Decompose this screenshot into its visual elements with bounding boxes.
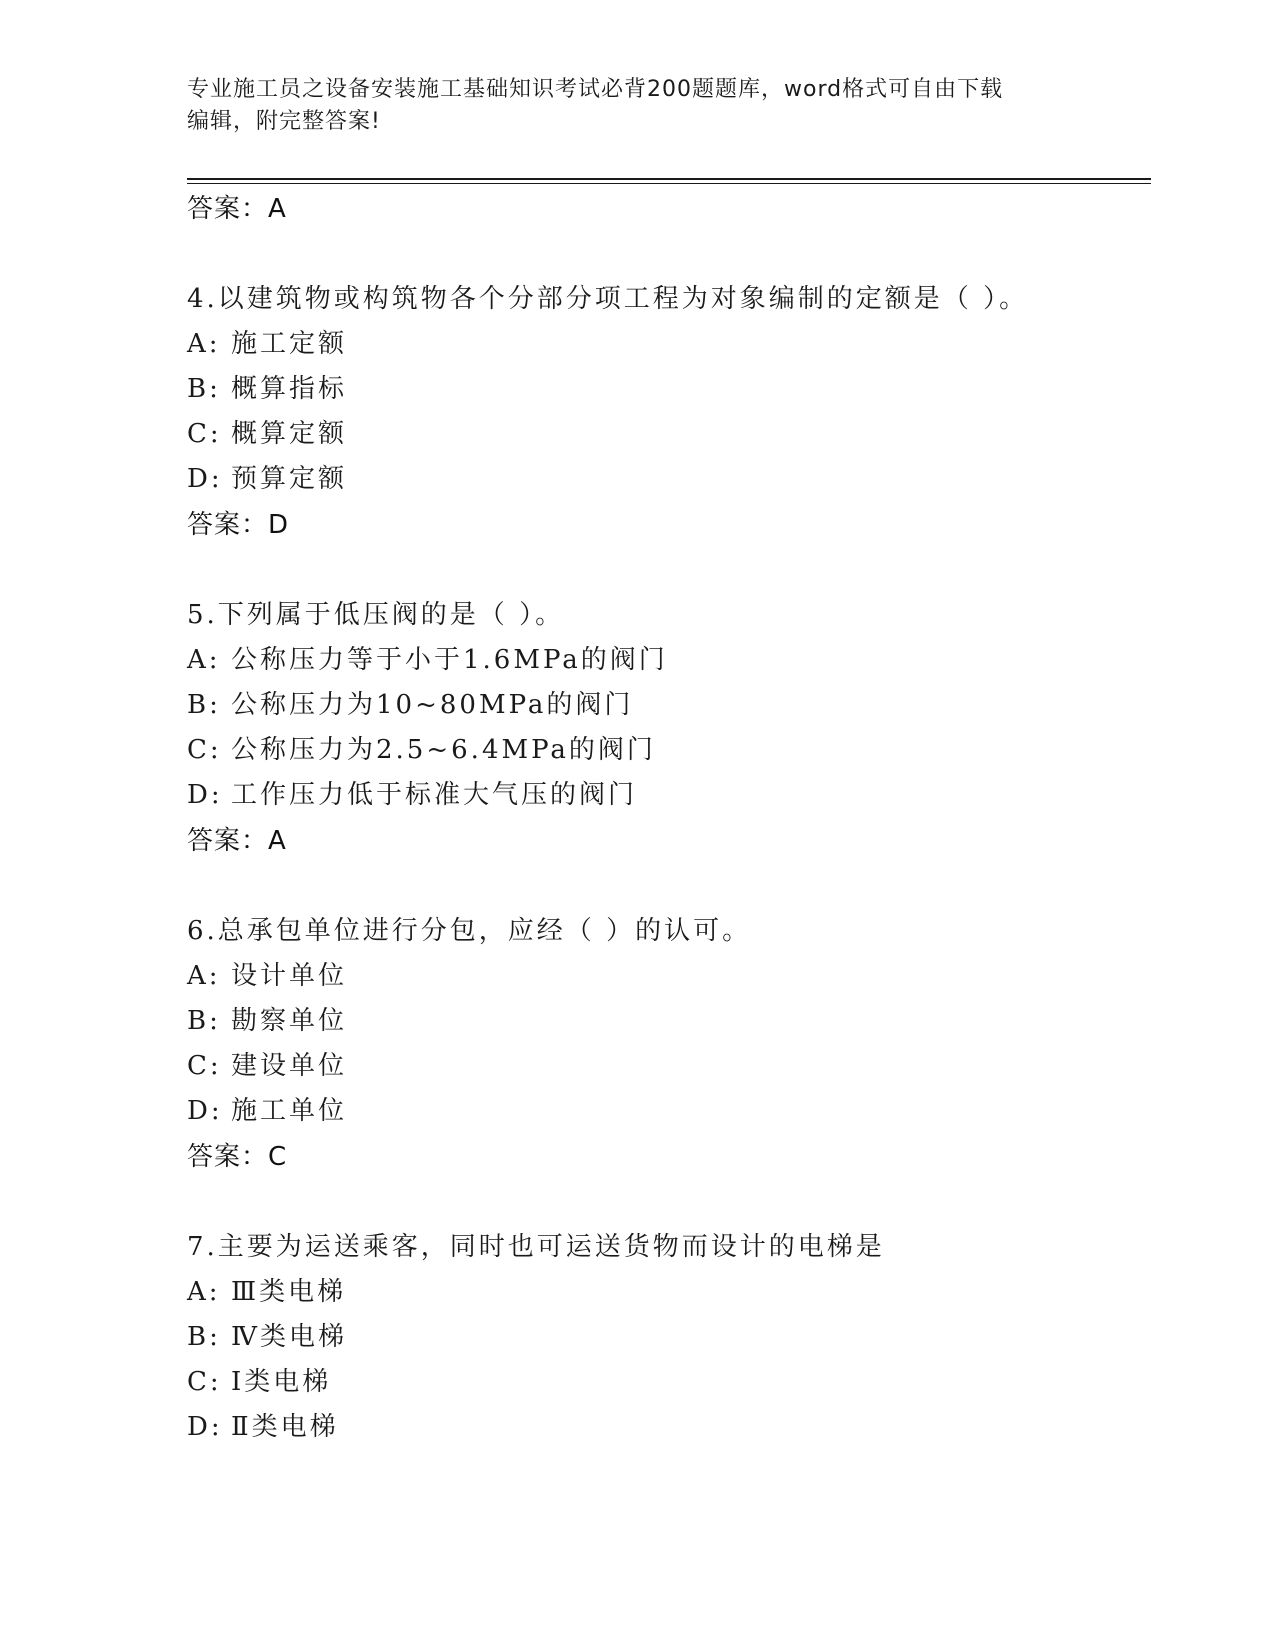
question-7-option-b [187, 1320, 347, 1354]
header-line-1: 专业施工员之设备安装施工基础知识考试必背200题题库，word格式可自由下载 [187, 77, 1004, 102]
question-5-stem: 5.下列属于低压阀的是（ ）。 [187, 600, 565, 630]
option-key: A: [187, 1277, 221, 1307]
question-7-option-c [187, 1365, 331, 1399]
question-4-option-b [187, 372, 347, 406]
option-text: 概算指标 [231, 374, 348, 404]
option-key: A: [187, 329, 221, 359]
previous-answer: 答案：A [187, 194, 287, 224]
question-7-option-d [187, 1410, 339, 1444]
option-text: 预算定额 [231, 464, 348, 494]
option-text: 施工单位 [231, 1096, 348, 1126]
option-key: D: [187, 780, 223, 810]
option-key: B: [187, 374, 221, 404]
option-text: 勘察单位 [231, 1006, 348, 1036]
question-4-option-a [187, 327, 347, 361]
question-7-stem: 7.主要为运送乘客，同时也可运送货物而设计的电梯是 [187, 1232, 885, 1262]
option-key: B: [187, 1322, 221, 1352]
option-text: Ⅰ类电梯 [231, 1367, 332, 1397]
option-key: D: [187, 464, 223, 494]
option-key: A: [187, 645, 221, 675]
option-text: 概算定额 [231, 419, 348, 449]
option-text: 设计单位 [231, 961, 348, 991]
question-5-option-b [187, 688, 633, 722]
option-key: B: [187, 1006, 221, 1036]
option-text: 建设单位 [231, 1051, 348, 1081]
option-text: 施工定额 [231, 329, 348, 359]
option-key: C: [187, 1051, 222, 1081]
option-text: 公称压力为10~80MPa的阀门 [231, 690, 634, 720]
option-text: 公称压力等于小于1.6MPa的阀门 [231, 645, 668, 675]
option-key: C: [187, 1367, 222, 1397]
option-key: A: [187, 961, 221, 991]
question-4-option-d [187, 462, 347, 496]
option-key: C: [187, 735, 222, 765]
question-6-option-b [187, 1004, 347, 1038]
header-line-2: 编辑，附完整答案! [187, 109, 381, 134]
question-4-answer: 答案：D [187, 510, 290, 540]
question-6-option-a [187, 959, 347, 993]
option-text: 公称压力为2.5~6.4MPa的阀门 [231, 735, 656, 765]
option-key: B: [187, 690, 221, 720]
option-key: C: [187, 419, 222, 449]
header-rule-thick [187, 178, 1151, 180]
question-7-option-a [187, 1275, 346, 1309]
question-6-answer: 答案：C [187, 1142, 288, 1172]
question-6-option-d [187, 1094, 347, 1128]
question-6-option-c [187, 1049, 347, 1083]
question-4-stem: 4.以建筑物或构筑物各个分部分项工程为对象编制的定额是（ ）。 [187, 284, 1029, 314]
question-6-stem: 6.总承包单位进行分包，应经（ ）的认可。 [187, 916, 752, 946]
question-5-answer: 答案：A [187, 826, 287, 856]
option-text: Ⅱ类电梯 [231, 1412, 339, 1442]
question-5-option-d [187, 778, 637, 812]
question-4-option-c [187, 417, 347, 451]
question-5-option-a [187, 643, 668, 677]
option-text: 工作压力低于标准大气压的阀门 [231, 780, 638, 810]
option-key: D: [187, 1412, 223, 1442]
option-text: Ⅳ类电梯 [231, 1322, 347, 1352]
question-5-option-c [187, 733, 656, 767]
header-rule-thin [187, 183, 1151, 184]
option-text: Ⅲ类电梯 [231, 1277, 347, 1307]
page-header [187, 74, 1087, 138]
option-key: D: [187, 1096, 223, 1126]
